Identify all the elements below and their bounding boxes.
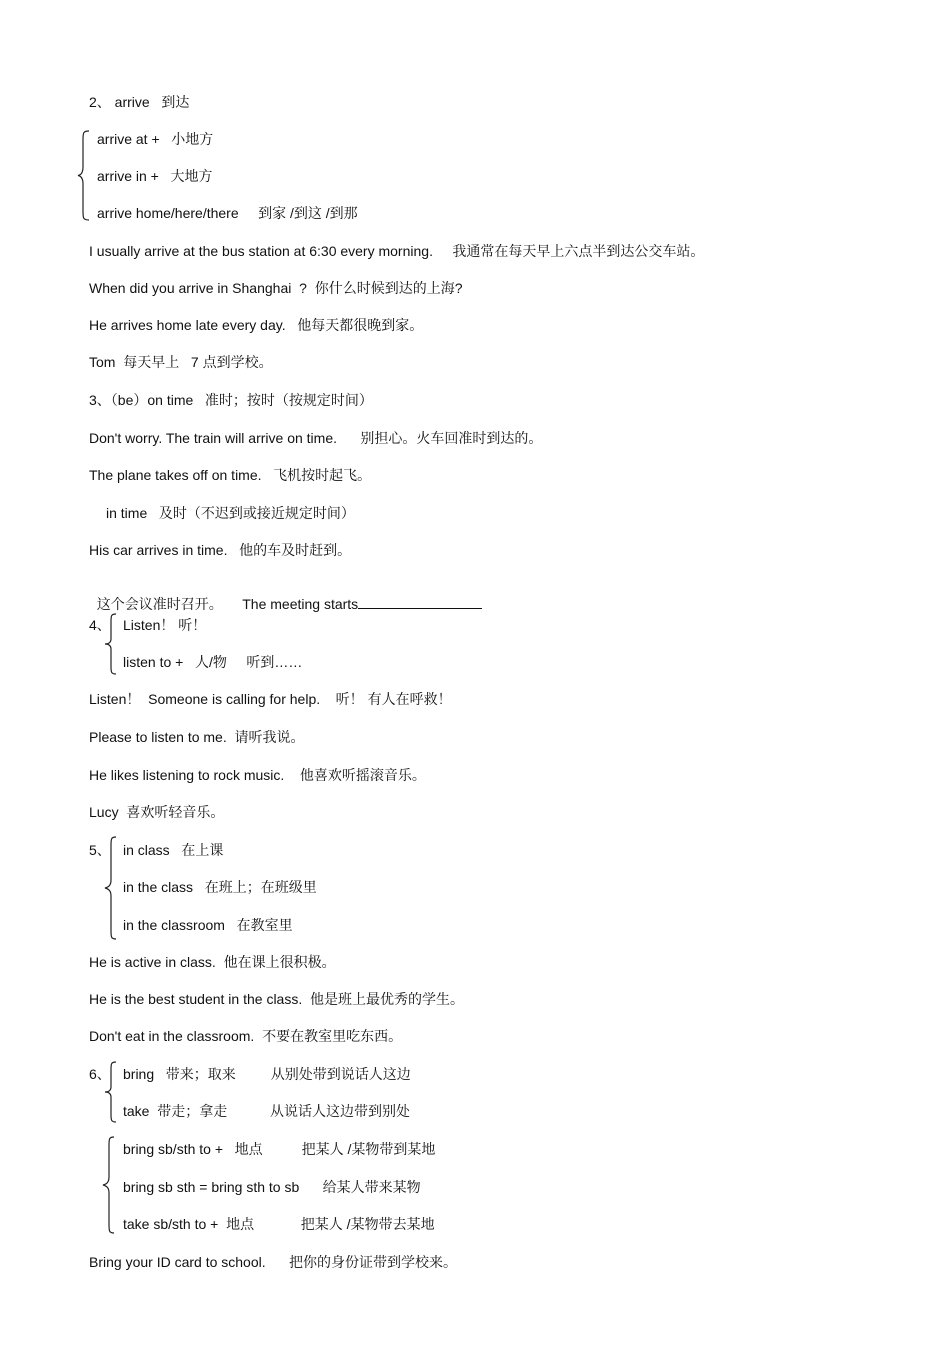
bring-to-line: bring sb/sth to + 地点 把某人 /某物带到某地 [123,1141,436,1157]
item-6-number: 6、 [89,1066,111,1082]
example-sentence: Please to listen to me. 请听我说。 [89,729,305,745]
bring-sb-sth-line: bring sb sth = bring sth to sb 给某人带来某物 [123,1179,421,1195]
bring-line: bring 带来；取来 从别处带到说话人这边 [123,1066,411,1082]
take-line: take 带走；拿走 从说话人这边带到别处 [123,1103,411,1119]
example-sentence: The plane takes off on time. 飞机按时起飞。 [89,467,372,483]
exercise-sentence [89,577,482,613]
in-the-classroom-line: in the classroom 在教室里 [123,917,293,933]
example-sentence: Bring your ID card to school. 把你的身份证带到学校来。 [89,1254,457,1270]
exercise-sentence: Tom 每天早上 7 点到学校。 [89,354,273,370]
item-4-number: 4、 [89,617,111,633]
in-class-line: in class 在上课 [123,842,224,858]
listen-line: Listen！ 听！ [123,617,207,633]
exercise-text: 这个会议准时召开。 The meeting starts [96,596,359,612]
example-sentence: He likes listening to rock music. 他喜欢听摇滚音乐。 [89,767,426,783]
example-sentence: His car arrives in time. 他的车及时赶到。 [89,542,352,558]
brace-listen-group [104,613,118,675]
example-sentence: Don't eat in the classroom. 不要在教室里吃东西。 [89,1028,403,1044]
arrive-home-line: arrive home/here/there 到家 /到这 /到那 [97,205,358,221]
brace-bring-phrases-group [102,1136,116,1234]
brace-arrive-group [77,130,91,221]
example-sentence: He arrives home late every day. 他每天都很晚到家。 [89,317,424,333]
arrive-in-line: arrive in + 大地方 [97,168,213,184]
example-sentence: He is the best student in the class. 他是班上最优秀的学生。 [89,991,465,1007]
example-sentence: He is active in class. 他在课上很积极。 [89,954,336,970]
example-sentence: Don't worry. The train will arrive on time. 别担心。火车回准时到达的。 [89,430,543,446]
example-sentence: Listen！ Someone is calling for help. 听！ 有人在呼救！ [89,691,452,707]
listen-to-line: listen to + 人/物 听到…… [123,654,303,670]
in-time-subheading: in time 及时（不迟到或接近规定时间） [106,505,355,521]
answer-blank[interactable] [358,596,482,609]
item-5-number: 5、 [89,842,111,858]
brace-bring-take-group [104,1061,118,1123]
item-2-heading: 2、 arrive 到达 [89,94,190,110]
example-sentence: I usually arrive at the bus station at 6:30 every morning. 我通常在每天早上六点半到达公交车站。 [89,243,705,259]
item-3-heading: 3、（be）on time 准时；按时（按规定时间） [89,392,373,408]
arrive-at-line: arrive at + 小地方 [97,131,214,147]
in-the-class-line: in the class 在班上；在班级里 [123,879,317,895]
exercise-sentence: Lucy 喜欢听轻音乐。 [89,804,225,820]
take-to-line: take sb/sth to + 地点 把某人 /某物带去某地 [123,1216,435,1232]
brace-class-group [104,836,118,940]
example-sentence: When did you arrive in Shanghai ? 你什么时候到达的上海? [89,280,463,296]
